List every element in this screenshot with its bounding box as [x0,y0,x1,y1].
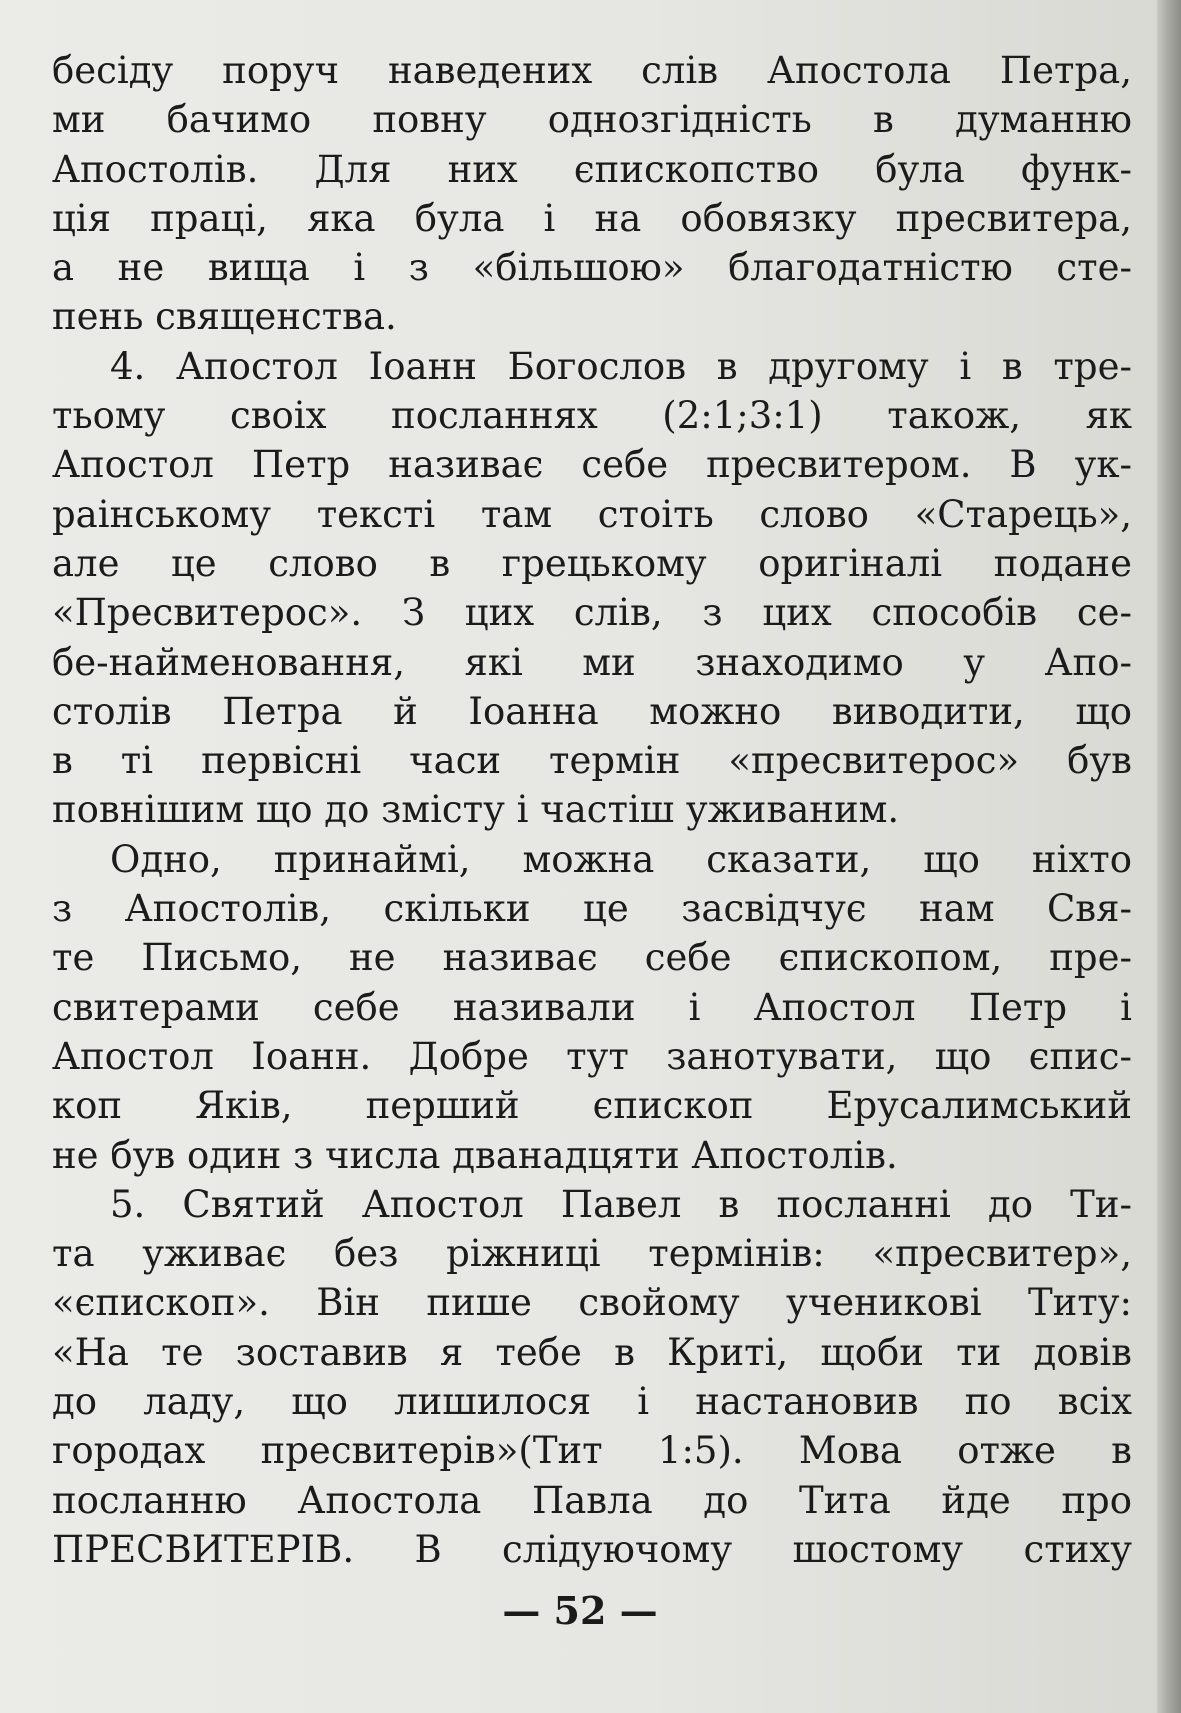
paragraph-start-line: Одно, принаймі, можна сказати, що ніхто [110,837,1132,881]
page-text [52,46,1132,1574]
text-line: ція праці, яка була і на обовязку пресвитера, [52,196,1132,240]
paragraph-start-line: 4. Апостол Іоанн Богослов в другому і в тре- [110,344,1132,388]
text-line: посланню Апостола Павла до Тита йде про [52,1478,1132,1522]
text-line: не був один з числа дванадцяти Апостолів. [52,1133,898,1177]
text-line: «єпископ». Він пише свойому ученикові Титу: [52,1281,1132,1325]
text-line: ПРЕСВИТЕРІВ. В слідуючому шостому стиху [52,1527,1132,1571]
paragraph-start-line: 5. Святий Апостол Павел в посланні до Ти- [110,1182,1132,1226]
text-line: раінському тексті там стоіть слово «Старець», [52,492,1132,536]
page-number: — 52 — [502,1588,658,1633]
text-line: з Апостолів, скільки це засвідчує нам Свя- [52,887,1132,931]
text-line: «Пресвитерос». З цих слів, з цих способів се- [52,591,1132,635]
text-line: те Письмо, не називає себе єпископом, пре- [52,936,1132,980]
text-line: бе-найменовання, які ми знаходимо у Апо- [52,640,1132,684]
text-line: в ті первісні часи термін «пресвитерос» був [52,739,1132,783]
text-line: але це слово в грецькому оригіналі подане [52,541,1132,585]
text-line: повнішим що до змісту і частіш уживаним. [52,788,900,832]
text-line: Апостол Петр називає себе пресвитером. В ук- [52,443,1132,487]
page-edge-shadow [1157,0,1181,1713]
text-line: «На те зоставив я тебе в Криті, щоби ти довів [52,1330,1132,1374]
text-line: ми бачимо повну однозгідність в думанню [52,98,1132,142]
text-line: а не вища і з «більшою» благодатністю сте- [52,246,1132,290]
text-line: до ладу, що лишилося і настановив по всіх [52,1380,1132,1424]
text-line: Апостолів. Для них єпископство була функ- [52,147,1132,191]
text-line: городах пресвитерів»(Тит 1:5). Мова отже в [52,1429,1132,1473]
text-line: Апостол Іоанн. Добре тут занотувати, що єпис- [52,1034,1132,1078]
text-line: та уживає без ріжниці термінів: «пресвитер», [52,1232,1132,1276]
text-line: коп Яків, перший єпископ Ерусалимський [52,1084,1132,1128]
text-line: пень священства. [52,295,397,339]
text-line: бесіду поруч наведених слів Апостола Петра, [52,49,1132,92]
text-line: свитерами себе називали і Апостол Петр і [52,985,1132,1029]
text-line: тьому своіх посланнях (2:1;3:1) також, як [52,394,1132,438]
text-line: столів Петра й Іоанна можно виводити, що [52,689,1132,733]
